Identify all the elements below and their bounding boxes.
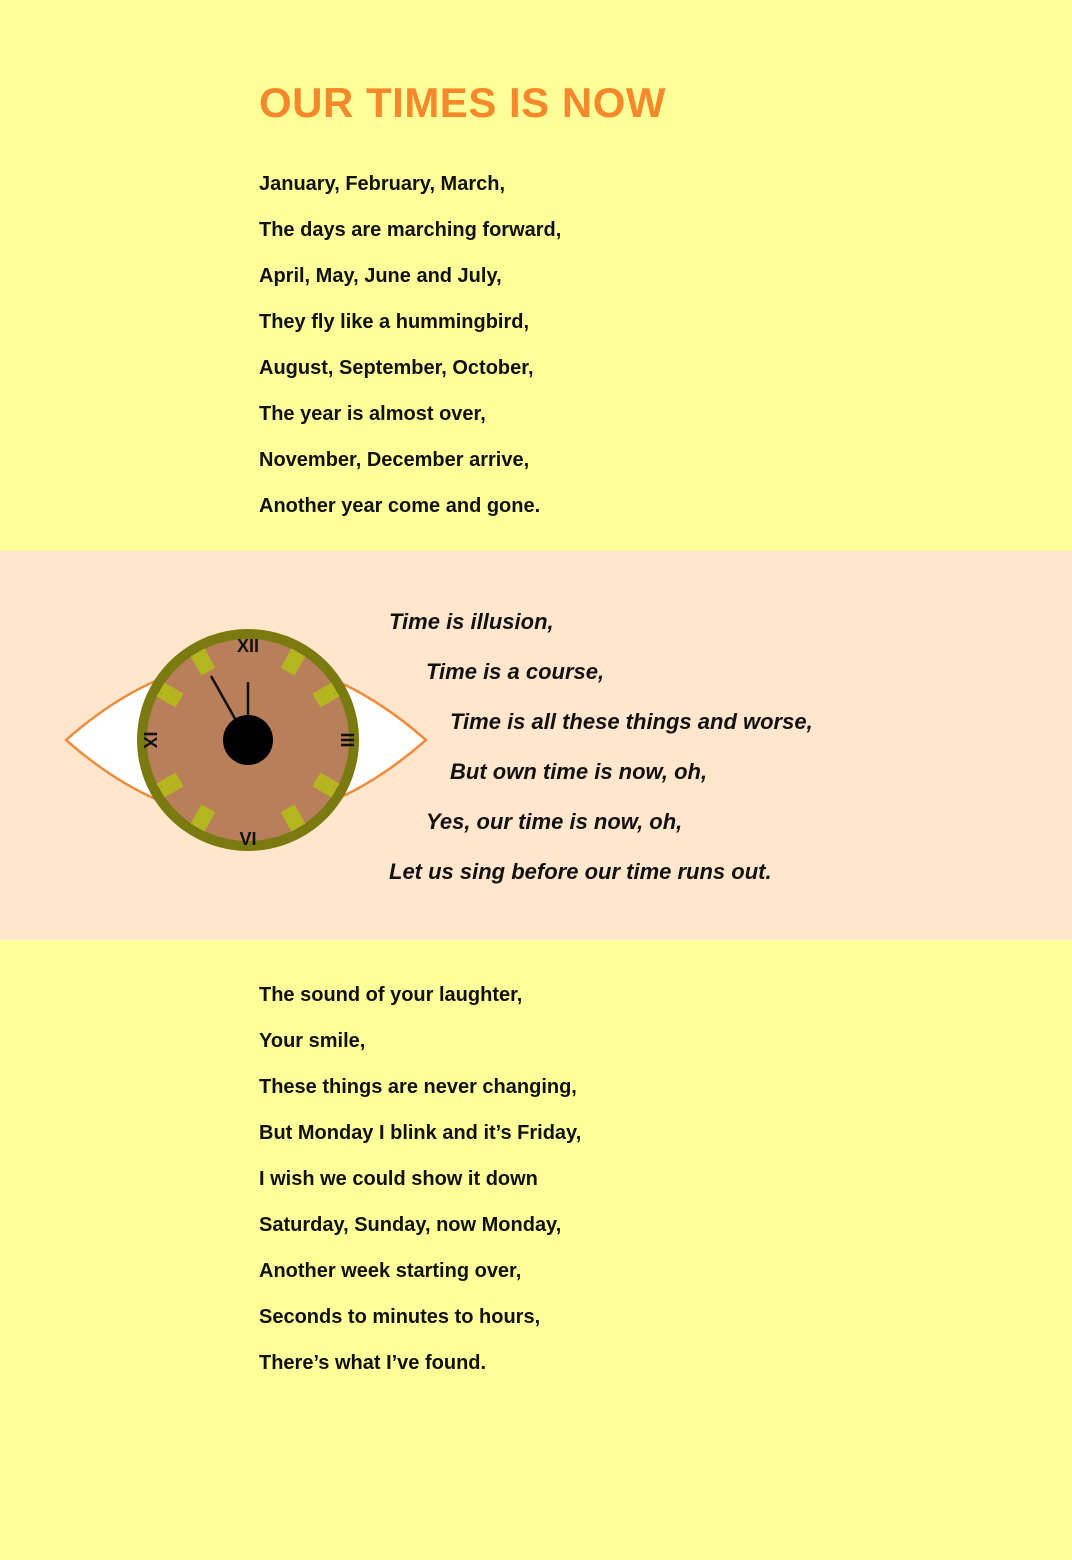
poem-line: The sound of your laughter, (259, 984, 523, 1006)
poem-line: The year is almost over, (259, 403, 486, 425)
poem-line: There’s what I’ve found. (259, 1352, 487, 1374)
chorus-line: Time is all these things and worse, (450, 709, 813, 734)
poem-line: January, February, March, (259, 173, 506, 195)
poem-line: April, May, June and July, (259, 265, 502, 287)
poem-line: I wish we could show it down (259, 1168, 538, 1190)
poem-line: The days are marching forward, (259, 219, 562, 241)
poem-title: OUR TIMES IS NOW (259, 79, 666, 126)
poem-line: They fly like a hummingbird, (259, 311, 530, 333)
chorus-line: But own time is now, oh, (450, 759, 708, 784)
stanza-1 (259, 172, 561, 540)
poem-line: These things are never changing, (259, 1076, 577, 1098)
poem-line: But Monday I blink and it’s Friday, (259, 1122, 582, 1144)
chorus-line: Time is illusion, (389, 609, 554, 634)
numeral-xii: XII (236, 636, 260, 656)
chorus-line: Time is a course, (426, 659, 605, 684)
numeral-vi: VI (239, 829, 257, 849)
chorus-line: Let us sing before our time runs out. (389, 859, 772, 884)
eye-clock-illustration (60, 622, 432, 862)
poem-line: Another year come and gone. (259, 495, 541, 517)
poem-line: Seconds to minutes to hours, (259, 1306, 541, 1328)
stanza-3 (259, 983, 581, 1397)
poem-line: Another week starting over, (259, 1260, 522, 1282)
poem-line: August, September, October, (259, 357, 534, 379)
numeral-ix: IX (140, 731, 160, 749)
poem-line: Your smile, (259, 1030, 366, 1052)
chorus-line: Yes, our time is now, oh, (426, 809, 683, 834)
clock-hub (223, 715, 273, 765)
numeral-iii: III (337, 732, 357, 748)
poem-line: Saturday, Sunday, now Monday, (259, 1214, 562, 1236)
poem-line: November, December arrive, (259, 449, 530, 471)
